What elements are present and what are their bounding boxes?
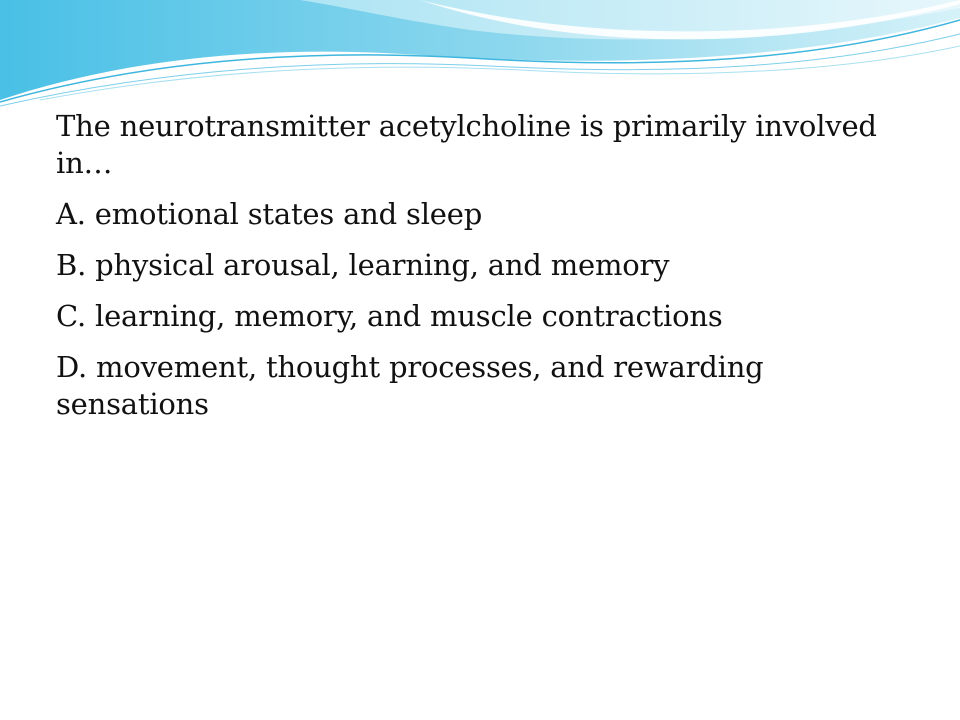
question-text: The neurotransmitter acetylcholine is primarily involved in… [56, 109, 877, 180]
option-d: D. movement, thought processes, and rewarding sensations [56, 350, 764, 421]
option-c: C. learning, memory, and muscle contractions [56, 299, 723, 333]
header-wave-decoration [0, 0, 960, 115]
slide-content [56, 108, 916, 437]
option-a: A. emotional states and sleep [56, 197, 483, 231]
option-b: B. physical arousal, learning, and memory [56, 248, 670, 282]
